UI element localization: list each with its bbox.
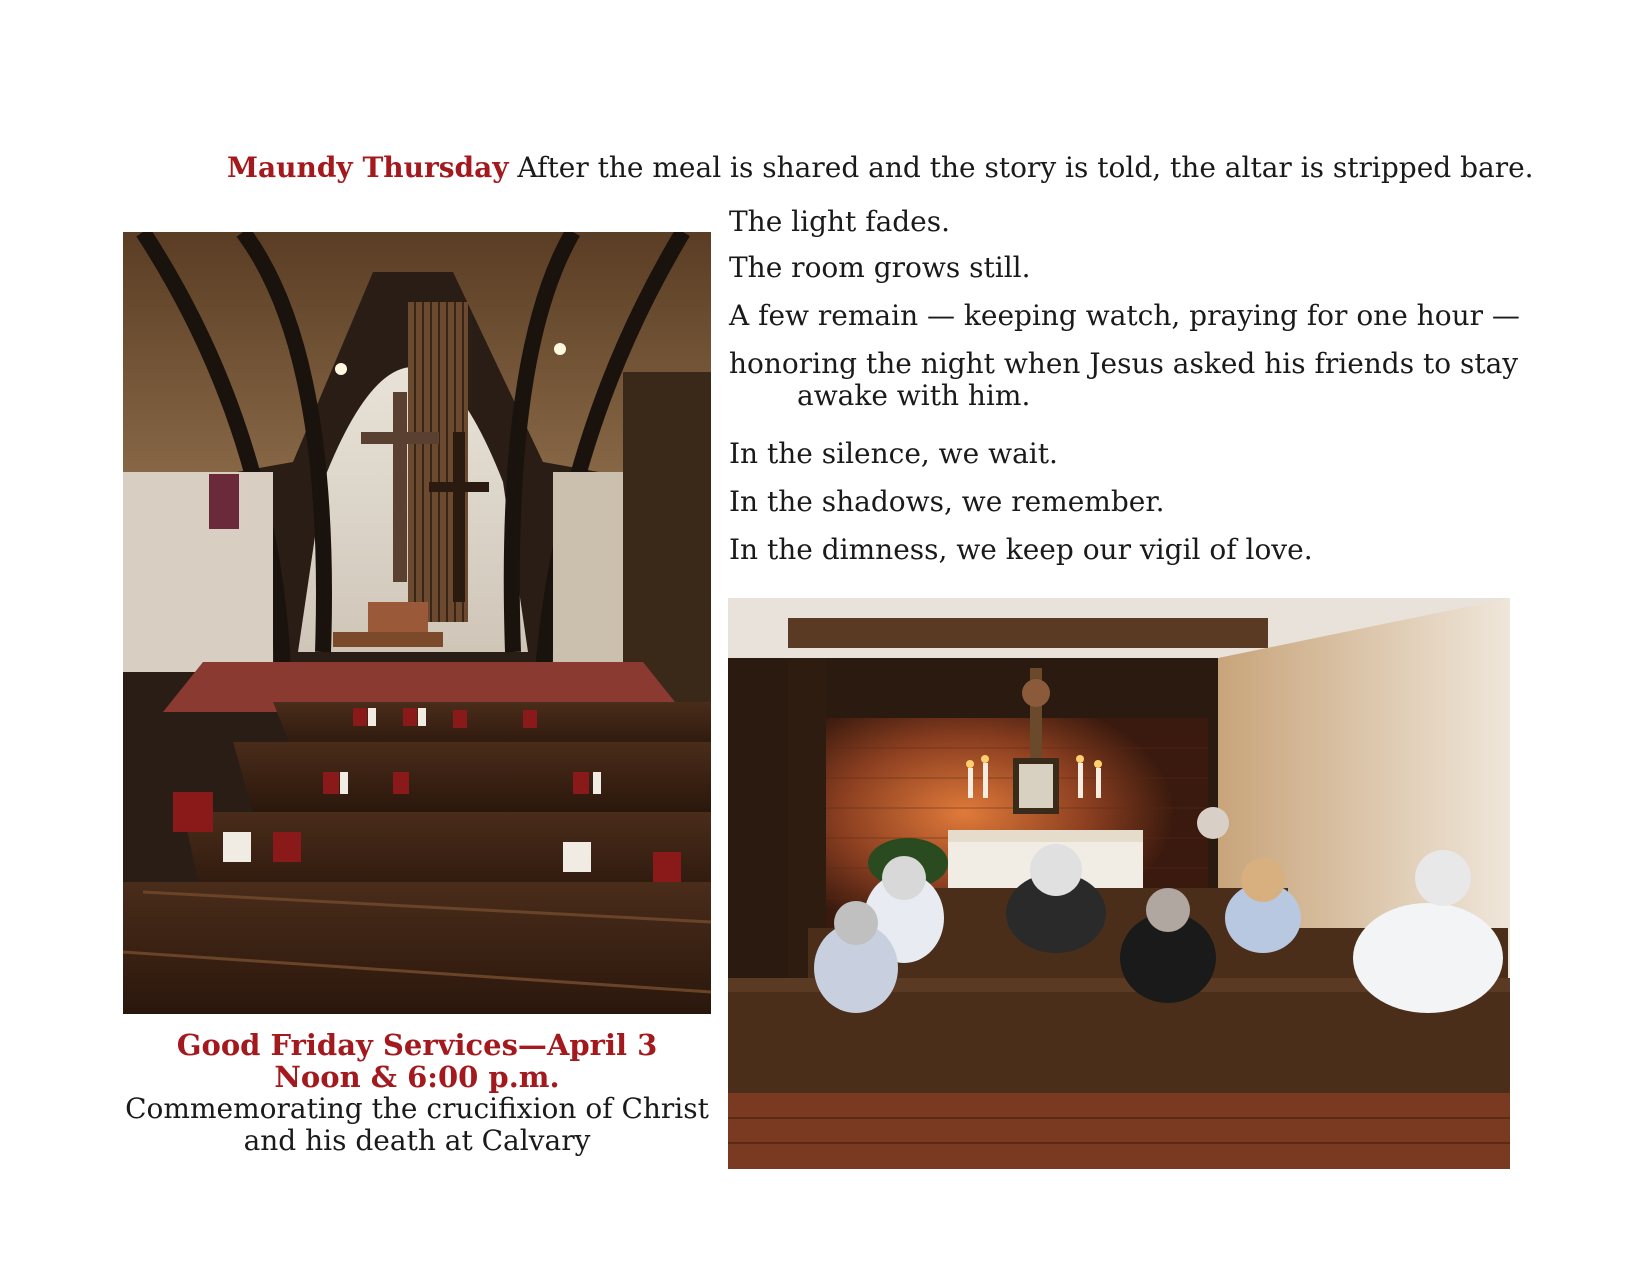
poem-line: In the shadows, we remember. <box>729 485 1165 518</box>
poem-line: The light fades. <box>729 205 951 238</box>
sanctuary-photo <box>123 232 711 1014</box>
caption-line: and his death at Calvary <box>243 1124 591 1157</box>
sanctuary-image <box>123 232 711 1014</box>
good-friday-caption <box>123 1029 711 1157</box>
chapel-vigil-photo <box>728 598 1510 1169</box>
caption-line: Commemorating the crucifixion of Christ <box>125 1092 709 1125</box>
service-times: Noon & 6:00 p.m. <box>274 1060 560 1094</box>
service-title: Good Friday Services—April 3 <box>176 1028 658 1062</box>
poem-line: awake with him. <box>797 379 1031 412</box>
heading-text: After the meal is shared and the story is told, the altar is stripped bare. <box>517 151 1534 184</box>
page-heading <box>227 150 1534 186</box>
poem-line: The room grows still. <box>729 251 1031 284</box>
chapel-image <box>728 598 1510 1169</box>
poem-line: In the silence, we wait. <box>729 437 1058 470</box>
poem-line: A few remain — keeping watch, praying for one hour — <box>729 299 1520 332</box>
heading-title: Maundy Thursday <box>227 151 509 184</box>
poem-line: In the dimness, we keep our vigil of love. <box>729 533 1313 566</box>
poem-line: honoring the night when Jesus asked his friends to stay <box>729 347 1519 380</box>
